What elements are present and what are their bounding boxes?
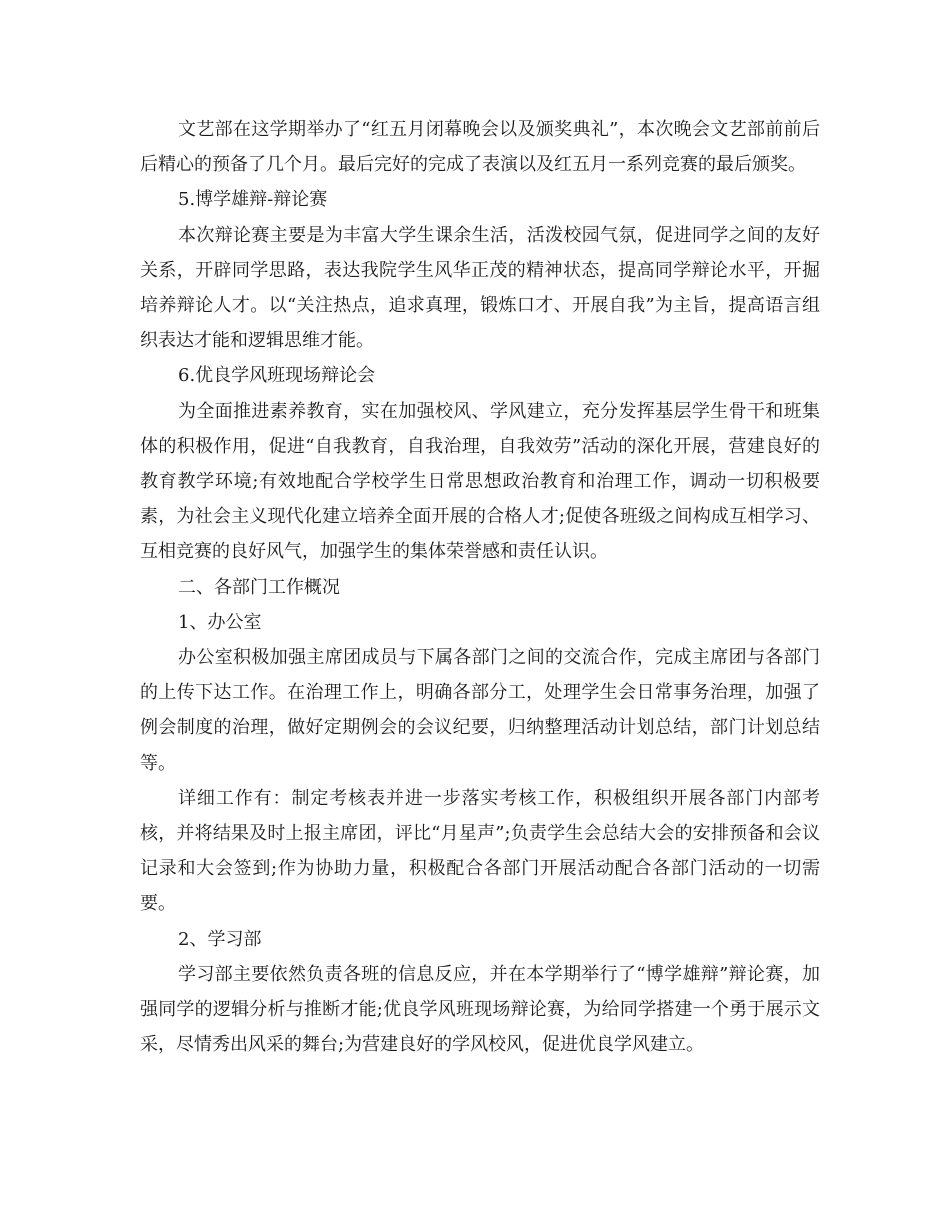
paragraph-debate: 本次辩论赛主要是为丰富大学生课余生活，活泼校园气氛，促进同学之间的友好关系，开辟同学思路，表达我院学生风华正茂的精神状态，提高同学辩论水平，开掘培养辩论人才。以“关注热点，追求真理，锻炼口才、开展自我”为主旨，提高语言组织表达才能和逻辑思维才能。 bbox=[140, 224, 820, 352]
paragraph-style-debate: 为全面推进素养教育，实在加强校风、学风建立，充分发挥基层学生骨干和班集体的积极作用，促进“自我教育，自我治理，自我效劳”活动的深化开展，营建良好的教育教学环境;有效地配合学校学生日常思想政治教育和治理工作，调动一切积极要素，为社会主义现代化建立培养全面开展的合格人才;促使各班级之间构成互相学习、互相竞赛的良好风气，加强学生的集体荣誉感和责任认识。 bbox=[140, 400, 820, 563]
paragraph-study: 学习部主要依然负责各班的信息反应，并在本学期举行了“博学雄辩”辩论赛，加强同学的逻辑分析与推断才能;优良学风班现场辩论赛，为给同学搭建一个勇于展示文采，尽情秀出风采的舞台;为营建良好的学风校风，促进优良学风建立。 bbox=[140, 963, 820, 1056]
section-heading-style-debate: 6.优良学风班现场辩论会 bbox=[178, 365, 376, 387]
paragraph-office: 办公室积极加强主席团成员与下属各部门之间的交流合作，完成主席团与各部门的上传下达工作。在治理工作上，明确各部分工，处理学生会日常事务治理，加强了例会制度的治理，做好定期例会的会议纪要，归纳整理活动计划总结，部门计划总结等。 bbox=[140, 647, 820, 774]
paragraph-office-details: 详细工作有：制定考核表并进一步落实考核工作，积极组织开展各部门内部考核，并将结果及时上报主席团，评比“月星声”;负责学生会总结大会的安排预备和会议记录和大会签到;作为协助力量，积极配合各部门开展活动配合各部门活动的一切需要。 bbox=[140, 787, 820, 915]
section-heading-debate: 5.博学雄辩-辩论赛 bbox=[178, 189, 328, 211]
section-heading-office: 1、办公室 bbox=[178, 611, 262, 633]
paragraph-wenyibu: 文艺部在这学期举办了“红五月闭幕晚会以及颁奖典礼”，本次晚会文艺部前前后后精心的预备了几个月。最后完好的完成了表演以及红五月一系列竞赛的最后颁奖。 bbox=[140, 119, 820, 176]
section-heading-departments: 二、各部门工作概况 bbox=[178, 576, 340, 598]
section-heading-study: 2、学习部 bbox=[178, 928, 262, 950]
document-body bbox=[140, 112, 820, 1062]
